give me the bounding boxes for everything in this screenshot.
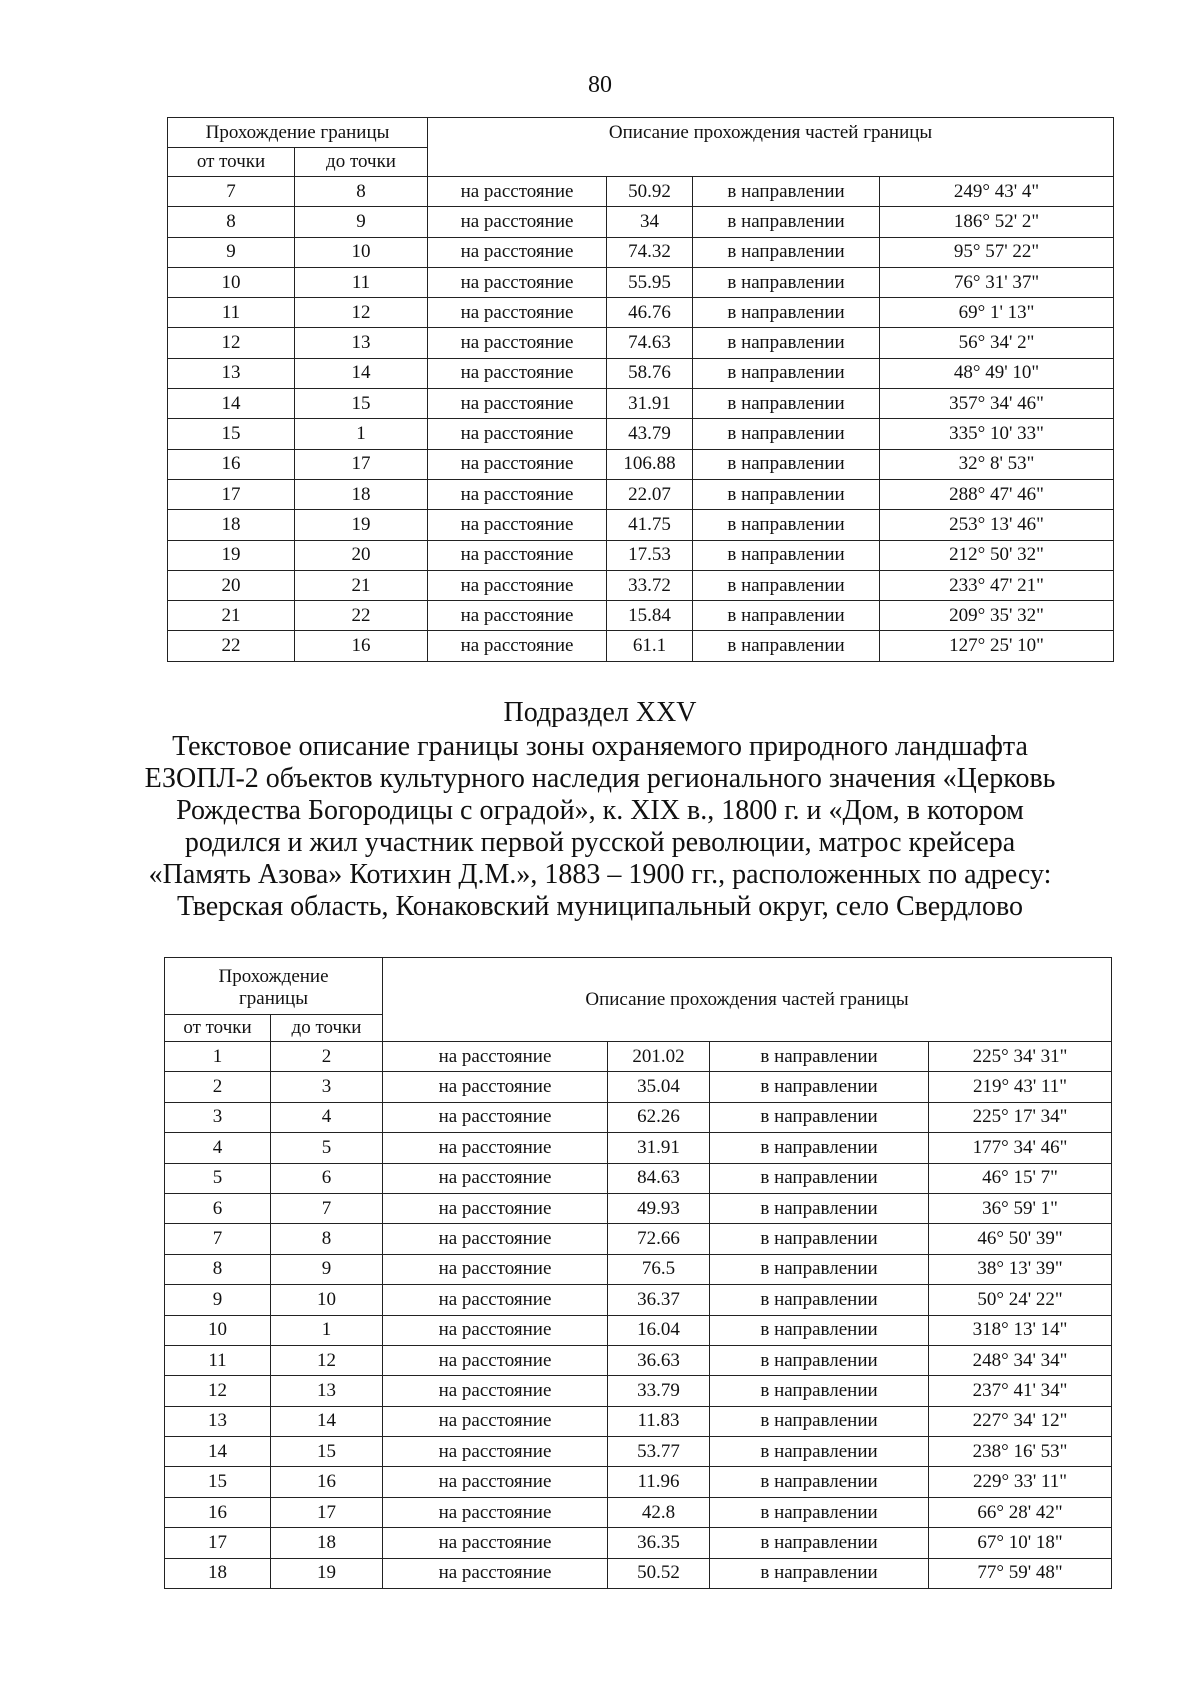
cell-from-point: 3	[165, 1102, 271, 1132]
header-to-point: до точки	[271, 1015, 383, 1042]
cell-distance-value: 36.35	[608, 1528, 710, 1558]
cell-distance-value: 106.88	[607, 449, 693, 479]
cell-direction-label: в направлении	[693, 601, 880, 631]
cell-distance-label: на расстояние	[428, 449, 607, 479]
cell-direction-label: в направлении	[693, 298, 880, 328]
cell-direction-label: в направлении	[693, 631, 880, 661]
cell-direction-label: в направлении	[710, 1558, 929, 1588]
table-row	[168, 389, 1114, 419]
cell-distance-value: 11.96	[608, 1467, 710, 1497]
table-row	[168, 540, 1114, 570]
cell-direction-label: в направлении	[710, 1102, 929, 1132]
cell-distance-label: на расстояние	[428, 570, 607, 600]
table-row	[165, 1042, 1112, 1072]
cell-distance-value: 55.95	[607, 267, 693, 297]
cell-distance-label: на расстояние	[428, 479, 607, 509]
table-row	[165, 1163, 1112, 1193]
cell-direction-value: 318° 13' 14"	[929, 1315, 1112, 1345]
table-row	[168, 207, 1114, 237]
cell-direction-label: в направлении	[710, 1285, 929, 1315]
cell-distance-value: 74.63	[607, 328, 693, 358]
cell-distance-label: на расстояние	[383, 1224, 608, 1254]
cell-direction-label: в направлении	[710, 1406, 929, 1436]
table-row	[165, 1437, 1112, 1467]
cell-to-point: 18	[295, 479, 428, 509]
section-title: Подраздел XXV	[503, 697, 697, 728]
cell-from-point: 17	[168, 479, 295, 509]
cell-to-point: 16	[295, 631, 428, 661]
cell-direction-value: 357° 34' 46"	[880, 389, 1114, 419]
cell-from-point: 12	[165, 1376, 271, 1406]
cell-from-point: 13	[168, 358, 295, 388]
cell-direction-label: в направлении	[710, 1315, 929, 1345]
cell-from-point: 15	[168, 419, 295, 449]
cell-from-point: 16	[165, 1497, 271, 1527]
cell-distance-value: 50.92	[607, 177, 693, 207]
cell-distance-value: 201.02	[608, 1042, 710, 1072]
section-description	[0, 731, 1200, 923]
cell-to-point: 6	[271, 1163, 383, 1193]
cell-direction-label: в направлении	[693, 207, 880, 237]
cell-direction-value: 177° 34' 46"	[929, 1133, 1112, 1163]
cell-distance-label: на расстояние	[383, 1497, 608, 1527]
cell-distance-label: на расстояние	[383, 1133, 608, 1163]
cell-distance-value: 36.37	[608, 1285, 710, 1315]
cell-distance-value: 11.83	[608, 1406, 710, 1436]
cell-to-point: 8	[271, 1224, 383, 1254]
cell-direction-value: 46° 50' 39"	[929, 1224, 1112, 1254]
cell-direction-label: в направлении	[710, 1224, 929, 1254]
cell-to-point: 8	[295, 177, 428, 207]
cell-to-point: 21	[295, 570, 428, 600]
cell-from-point: 6	[165, 1193, 271, 1223]
cell-from-point: 14	[168, 389, 295, 419]
cell-distance-label: на расстояние	[383, 1528, 608, 1558]
section-description-line: ЕЗОПЛ-2 объектов культурного наследия регионального значения «Церковь	[144, 763, 1056, 794]
section-description-line: Рождества Богородицы с оградой», к. XIX в., 1800 г. и «Дом, в котором	[176, 795, 1024, 826]
boundary-table-1	[167, 117, 1114, 662]
cell-direction-value: 127° 25' 10"	[880, 631, 1114, 661]
cell-direction-label: в направлении	[693, 419, 880, 449]
cell-to-point: 17	[295, 449, 428, 479]
cell-to-point: 10	[295, 237, 428, 267]
cell-distance-value: 74.32	[607, 237, 693, 267]
table-row	[165, 1254, 1112, 1284]
table-row	[165, 1193, 1112, 1223]
cell-direction-value: 229° 33' 11"	[929, 1467, 1112, 1497]
cell-distance-label: на расстояние	[383, 1042, 608, 1072]
cell-direction-value: 237° 41' 34"	[929, 1376, 1112, 1406]
cell-from-point: 10	[165, 1315, 271, 1345]
cell-direction-label: в направлении	[693, 328, 880, 358]
cell-direction-label: в направлении	[710, 1072, 929, 1102]
cell-distance-label: на расстояние	[383, 1072, 608, 1102]
cell-direction-label: в направлении	[710, 1437, 929, 1467]
cell-distance-label: на расстояние	[428, 601, 607, 631]
cell-distance-label: на расстояние	[428, 510, 607, 540]
cell-direction-value: 227° 34' 12"	[929, 1406, 1112, 1436]
cell-direction-label: в направлении	[693, 177, 880, 207]
cell-direction-value: 249° 43' 4"	[880, 177, 1114, 207]
cell-to-point: 5	[271, 1133, 383, 1163]
cell-to-point: 10	[271, 1285, 383, 1315]
cell-from-point: 9	[168, 237, 295, 267]
cell-from-point: 9	[165, 1285, 271, 1315]
cell-direction-label: в направлении	[710, 1254, 929, 1284]
cell-from-point: 4	[165, 1133, 271, 1163]
cell-distance-value: 22.07	[607, 479, 693, 509]
cell-distance-value: 84.63	[608, 1163, 710, 1193]
table-row	[165, 1224, 1112, 1254]
cell-direction-label: в направлении	[693, 389, 880, 419]
cell-direction-value: 253° 13' 46"	[880, 510, 1114, 540]
cell-from-point: 2	[165, 1072, 271, 1102]
cell-to-point: 16	[271, 1467, 383, 1497]
cell-to-point: 4	[271, 1102, 383, 1132]
cell-to-point: 12	[271, 1345, 383, 1375]
table-row	[168, 419, 1114, 449]
cell-from-point: 11	[165, 1345, 271, 1375]
table-row	[168, 449, 1114, 479]
header-from-point: от точки	[168, 148, 295, 177]
cell-to-point: 1	[295, 419, 428, 449]
cell-to-point: 2	[271, 1042, 383, 1072]
cell-distance-label: на расстояние	[428, 267, 607, 297]
cell-from-point: 22	[168, 631, 295, 661]
cell-direction-value: 66° 28' 42"	[929, 1497, 1112, 1527]
cell-distance-label: на расстояние	[383, 1558, 608, 1588]
cell-distance-value: 53.77	[608, 1437, 710, 1467]
cell-direction-value: 233° 47' 21"	[880, 570, 1114, 600]
cell-direction-value: 335° 10' 33"	[880, 419, 1114, 449]
cell-direction-label: в направлении	[693, 449, 880, 479]
cell-direction-label: в направлении	[693, 510, 880, 540]
cell-distance-label: на расстояние	[383, 1163, 608, 1193]
cell-distance-value: 43.79	[607, 419, 693, 449]
table-row	[168, 328, 1114, 358]
cell-to-point: 13	[271, 1376, 383, 1406]
cell-distance-value: 36.63	[608, 1345, 710, 1375]
cell-direction-label: в направлении	[710, 1133, 929, 1163]
table-row	[165, 1376, 1112, 1406]
table-row	[168, 358, 1114, 388]
page-number: 80	[588, 72, 612, 98]
table-row	[165, 1285, 1112, 1315]
cell-direction-label: в направлении	[710, 1376, 929, 1406]
cell-distance-value: 33.72	[607, 570, 693, 600]
cell-distance-value: 72.66	[608, 1224, 710, 1254]
cell-distance-label: на расстояние	[383, 1315, 608, 1345]
header-boundary-passage: Прохождение границы	[168, 118, 428, 148]
cell-to-point: 18	[271, 1528, 383, 1558]
cell-from-point: 8	[168, 207, 295, 237]
cell-direction-label: в направлении	[693, 267, 880, 297]
cell-distance-value: 31.91	[608, 1133, 710, 1163]
cell-from-point: 20	[168, 570, 295, 600]
cell-direction-label: в направлении	[710, 1467, 929, 1497]
cell-to-point: 11	[295, 267, 428, 297]
cell-to-point: 15	[271, 1437, 383, 1467]
cell-direction-value: 225° 34' 31"	[929, 1042, 1112, 1072]
cell-from-point: 21	[168, 601, 295, 631]
section-description-line: Тверская область, Конаковский муниципальный округ, село Свердлово	[176, 891, 1024, 922]
section-description-line: Текстовое описание границы зоны охраняемого природного ландшафта	[172, 731, 1028, 762]
cell-to-point: 17	[271, 1497, 383, 1527]
cell-distance-label: на расстояние	[428, 237, 607, 267]
table-row	[168, 177, 1114, 207]
cell-from-point: 19	[168, 540, 295, 570]
cell-direction-value: 248° 34' 34"	[929, 1345, 1112, 1375]
cell-distance-label: на расстояние	[383, 1285, 608, 1315]
cell-distance-label: на расстояние	[428, 389, 607, 419]
table-row	[168, 479, 1114, 509]
section-description-line: «Память Азова» Котихин Д.М.», 1883 – 1900 гг., расположенных по адресу:	[148, 859, 1052, 890]
cell-from-point: 1	[165, 1042, 271, 1072]
cell-distance-label: на расстояние	[383, 1376, 608, 1406]
table-row	[165, 1497, 1112, 1527]
cell-distance-label: на расстояние	[428, 328, 607, 358]
table-row	[168, 631, 1114, 661]
table-row	[165, 1133, 1112, 1163]
cell-distance-value: 62.26	[608, 1102, 710, 1132]
section-description-line: родился и жил участник первой русской революции, матрос крейсера	[184, 827, 1016, 858]
table-row	[165, 1528, 1112, 1558]
cell-direction-label: в направлении	[710, 1497, 929, 1527]
cell-distance-value: 49.93	[608, 1193, 710, 1223]
cell-direction-label: в направлении	[710, 1042, 929, 1072]
cell-to-point: 22	[295, 601, 428, 631]
cell-to-point: 1	[271, 1315, 383, 1345]
boundary-table-2	[164, 957, 1112, 1589]
cell-distance-value: 34	[607, 207, 693, 237]
cell-direction-value: 32° 8' 53"	[880, 449, 1114, 479]
cell-to-point: 3	[271, 1072, 383, 1102]
table-row	[168, 298, 1114, 328]
cell-direction-label: в направлении	[693, 479, 880, 509]
table-row	[165, 1345, 1112, 1375]
cell-direction-label: в направлении	[693, 570, 880, 600]
cell-from-point: 8	[165, 1254, 271, 1284]
cell-direction-value: 209° 35' 32"	[880, 601, 1114, 631]
cell-direction-label: в направлении	[693, 358, 880, 388]
table-row	[165, 1072, 1112, 1102]
cell-distance-label: на расстояние	[383, 1345, 608, 1375]
header-description: Описание прохождения частей границы	[383, 958, 1112, 1042]
cell-direction-value: 56° 34' 2"	[880, 328, 1114, 358]
cell-distance-label: на расстояние	[383, 1102, 608, 1132]
cell-distance-value: 58.76	[607, 358, 693, 388]
cell-distance-label: на расстояние	[428, 419, 607, 449]
table-row	[168, 570, 1114, 600]
cell-distance-label: на расстояние	[428, 631, 607, 661]
cell-distance-label: на расстояние	[428, 298, 607, 328]
cell-distance-value: 16.04	[608, 1315, 710, 1345]
cell-from-point: 13	[165, 1406, 271, 1436]
cell-distance-value: 46.76	[607, 298, 693, 328]
cell-from-point: 14	[165, 1437, 271, 1467]
cell-to-point: 9	[271, 1254, 383, 1284]
cell-direction-value: 77° 59' 48"	[929, 1558, 1112, 1588]
header-boundary-passage: Прохождение границы	[165, 958, 383, 1015]
cell-direction-label: в направлении	[710, 1345, 929, 1375]
cell-to-point: 19	[295, 510, 428, 540]
cell-distance-label: на расстояние	[383, 1437, 608, 1467]
table-row	[165, 1102, 1112, 1132]
cell-direction-label: в направлении	[693, 540, 880, 570]
cell-direction-label: в направлении	[710, 1528, 929, 1558]
cell-distance-value: 50.52	[608, 1558, 710, 1588]
header-to-point: до точки	[295, 148, 428, 177]
cell-direction-value: 38° 13' 39"	[929, 1254, 1112, 1284]
cell-direction-value: 67° 10' 18"	[929, 1528, 1112, 1558]
cell-distance-value: 15.84	[607, 601, 693, 631]
cell-from-point: 18	[165, 1558, 271, 1588]
table-row	[165, 1467, 1112, 1497]
cell-distance-label: на расстояние	[383, 1193, 608, 1223]
table-body	[168, 177, 1114, 662]
cell-direction-label: в направлении	[710, 1193, 929, 1223]
table-row	[168, 510, 1114, 540]
cell-distance-value: 17.53	[607, 540, 693, 570]
cell-direction-value: 95° 57' 22"	[880, 237, 1114, 267]
table-row	[165, 1558, 1112, 1588]
cell-direction-value: 212° 50' 32"	[880, 540, 1114, 570]
cell-distance-label: на расстояние	[383, 1406, 608, 1436]
cell-direction-value: 238° 16' 53"	[929, 1437, 1112, 1467]
cell-to-point: 12	[295, 298, 428, 328]
cell-from-point: 5	[165, 1163, 271, 1193]
cell-from-point: 10	[168, 267, 295, 297]
header-from-point: от точки	[165, 1015, 271, 1042]
cell-direction-value: 219° 43' 11"	[929, 1072, 1112, 1102]
header-description: Описание прохождения частей границы	[428, 118, 1114, 177]
cell-direction-value: 225° 17' 34"	[929, 1102, 1112, 1132]
cell-from-point: 16	[168, 449, 295, 479]
cell-distance-value: 42.8	[608, 1497, 710, 1527]
cell-direction-value: 69° 1' 13"	[880, 298, 1114, 328]
cell-to-point: 9	[295, 207, 428, 237]
cell-direction-value: 46° 15' 7"	[929, 1163, 1112, 1193]
cell-from-point: 17	[165, 1528, 271, 1558]
cell-direction-value: 288° 47' 46"	[880, 479, 1114, 509]
cell-direction-value: 76° 31' 37"	[880, 267, 1114, 297]
table-row	[168, 601, 1114, 631]
cell-distance-value: 76.5	[608, 1254, 710, 1284]
cell-distance-value: 35.04	[608, 1072, 710, 1102]
cell-to-point: 7	[271, 1193, 383, 1223]
cell-to-point: 13	[295, 328, 428, 358]
cell-direction-label: в направлении	[710, 1163, 929, 1193]
cell-distance-value: 61.1	[607, 631, 693, 661]
cell-distance-label: на расстояние	[428, 358, 607, 388]
cell-from-point: 18	[168, 510, 295, 540]
cell-direction-label: в направлении	[693, 237, 880, 267]
cell-direction-value: 186° 52' 2"	[880, 207, 1114, 237]
cell-from-point: 7	[168, 177, 295, 207]
cell-from-point: 7	[165, 1224, 271, 1254]
cell-distance-value: 33.79	[608, 1376, 710, 1406]
cell-to-point: 20	[295, 540, 428, 570]
cell-distance-label: на расстояние	[428, 540, 607, 570]
table-row	[168, 237, 1114, 267]
cell-from-point: 11	[168, 298, 295, 328]
cell-direction-value: 36° 59' 1"	[929, 1193, 1112, 1223]
cell-distance-value: 31.91	[607, 389, 693, 419]
cell-from-point: 15	[165, 1467, 271, 1497]
cell-from-point: 12	[168, 328, 295, 358]
table-row	[165, 1315, 1112, 1345]
cell-distance-label: на расстояние	[428, 207, 607, 237]
table-body	[165, 1042, 1112, 1589]
cell-to-point: 14	[295, 358, 428, 388]
table-row	[165, 1406, 1112, 1436]
cell-distance-label: на расстояние	[383, 1467, 608, 1497]
table-row	[168, 267, 1114, 297]
cell-direction-value: 48° 49' 10"	[880, 358, 1114, 388]
cell-direction-value: 50° 24' 22"	[929, 1285, 1112, 1315]
cell-distance-value: 41.75	[607, 510, 693, 540]
cell-distance-label: на расстояние	[428, 177, 607, 207]
cell-to-point: 14	[271, 1406, 383, 1436]
cell-distance-label: на расстояние	[383, 1254, 608, 1284]
cell-to-point: 19	[271, 1558, 383, 1588]
cell-to-point: 15	[295, 389, 428, 419]
